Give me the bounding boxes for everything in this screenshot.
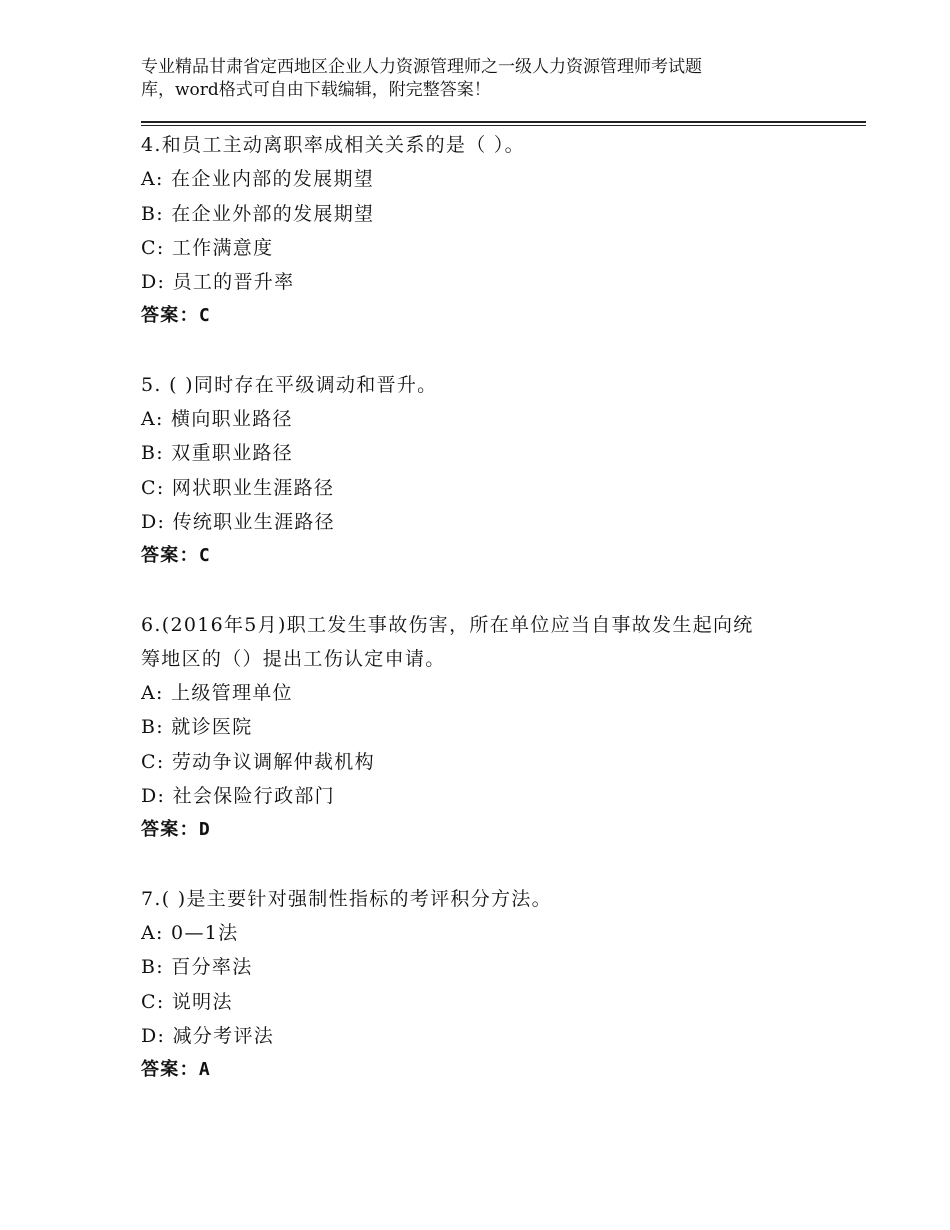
option-a: A: 横向职业路径 [141,408,293,431]
option-b: B: 百分率法 [141,956,253,979]
option-d: D: 社会保险行政部门 [141,785,335,808]
question-list [141,128,841,1121]
question-text-line-2: 筹地区的（）提出工伤认定申请。 [141,647,446,670]
option-c: C: 劳动争议调解仲裁机构 [141,750,375,773]
question-6 [141,608,841,848]
question-text-line-1: 6.(2016年5月)职工发生事故伤害，所在单位应当自事故发生起向统 [141,613,754,636]
option-c: C: 网状职业生涯路径 [141,476,335,499]
answer: 答案：C [141,545,212,567]
option-b: B: 双重职业路径 [141,442,294,465]
question-7 [141,882,841,1088]
question-text: 4.和员工主动离职率成相关关系的是（ ）。 [141,134,525,156]
question-text: 5. ( )同时存在平级调动和晋升。 [141,373,438,396]
document-header [141,56,841,102]
question-text: 7.( )是主要针对强制性指标的考评积分方法。 [141,887,552,910]
option-d: D: 传统职业生涯路径 [141,510,335,533]
option-b: B: 在企业外部的发展期望 [141,202,375,225]
header-divider-thin [141,125,866,126]
question-5 [141,368,841,574]
option-d: D: 员工的晋升率 [141,271,295,294]
option-c: C: 说明法 [141,990,233,1013]
answer: 答案：C [141,305,212,327]
header-title-line-1: 专业精品甘肃省定西地区企业人力资源管理师之一级人力资源管理师考试题 [141,57,702,77]
answer: 答案：A [141,1059,212,1081]
option-d: D: 减分考评法 [141,1024,275,1047]
question-4 [141,128,841,334]
header-title-line-2: 库，word格式可自由下载编辑，附完整答案！ [141,80,491,100]
option-a: A: 上级管理单位 [141,682,293,705]
option-a: A: 在企业内部的发展期望 [141,168,375,191]
option-a: A: 0—1法 [141,921,239,944]
header-divider-thick [141,121,866,123]
answer: 答案：D [141,819,212,841]
option-b: B: 就诊医院 [141,716,253,739]
option-c: C: 工作满意度 [141,236,274,259]
